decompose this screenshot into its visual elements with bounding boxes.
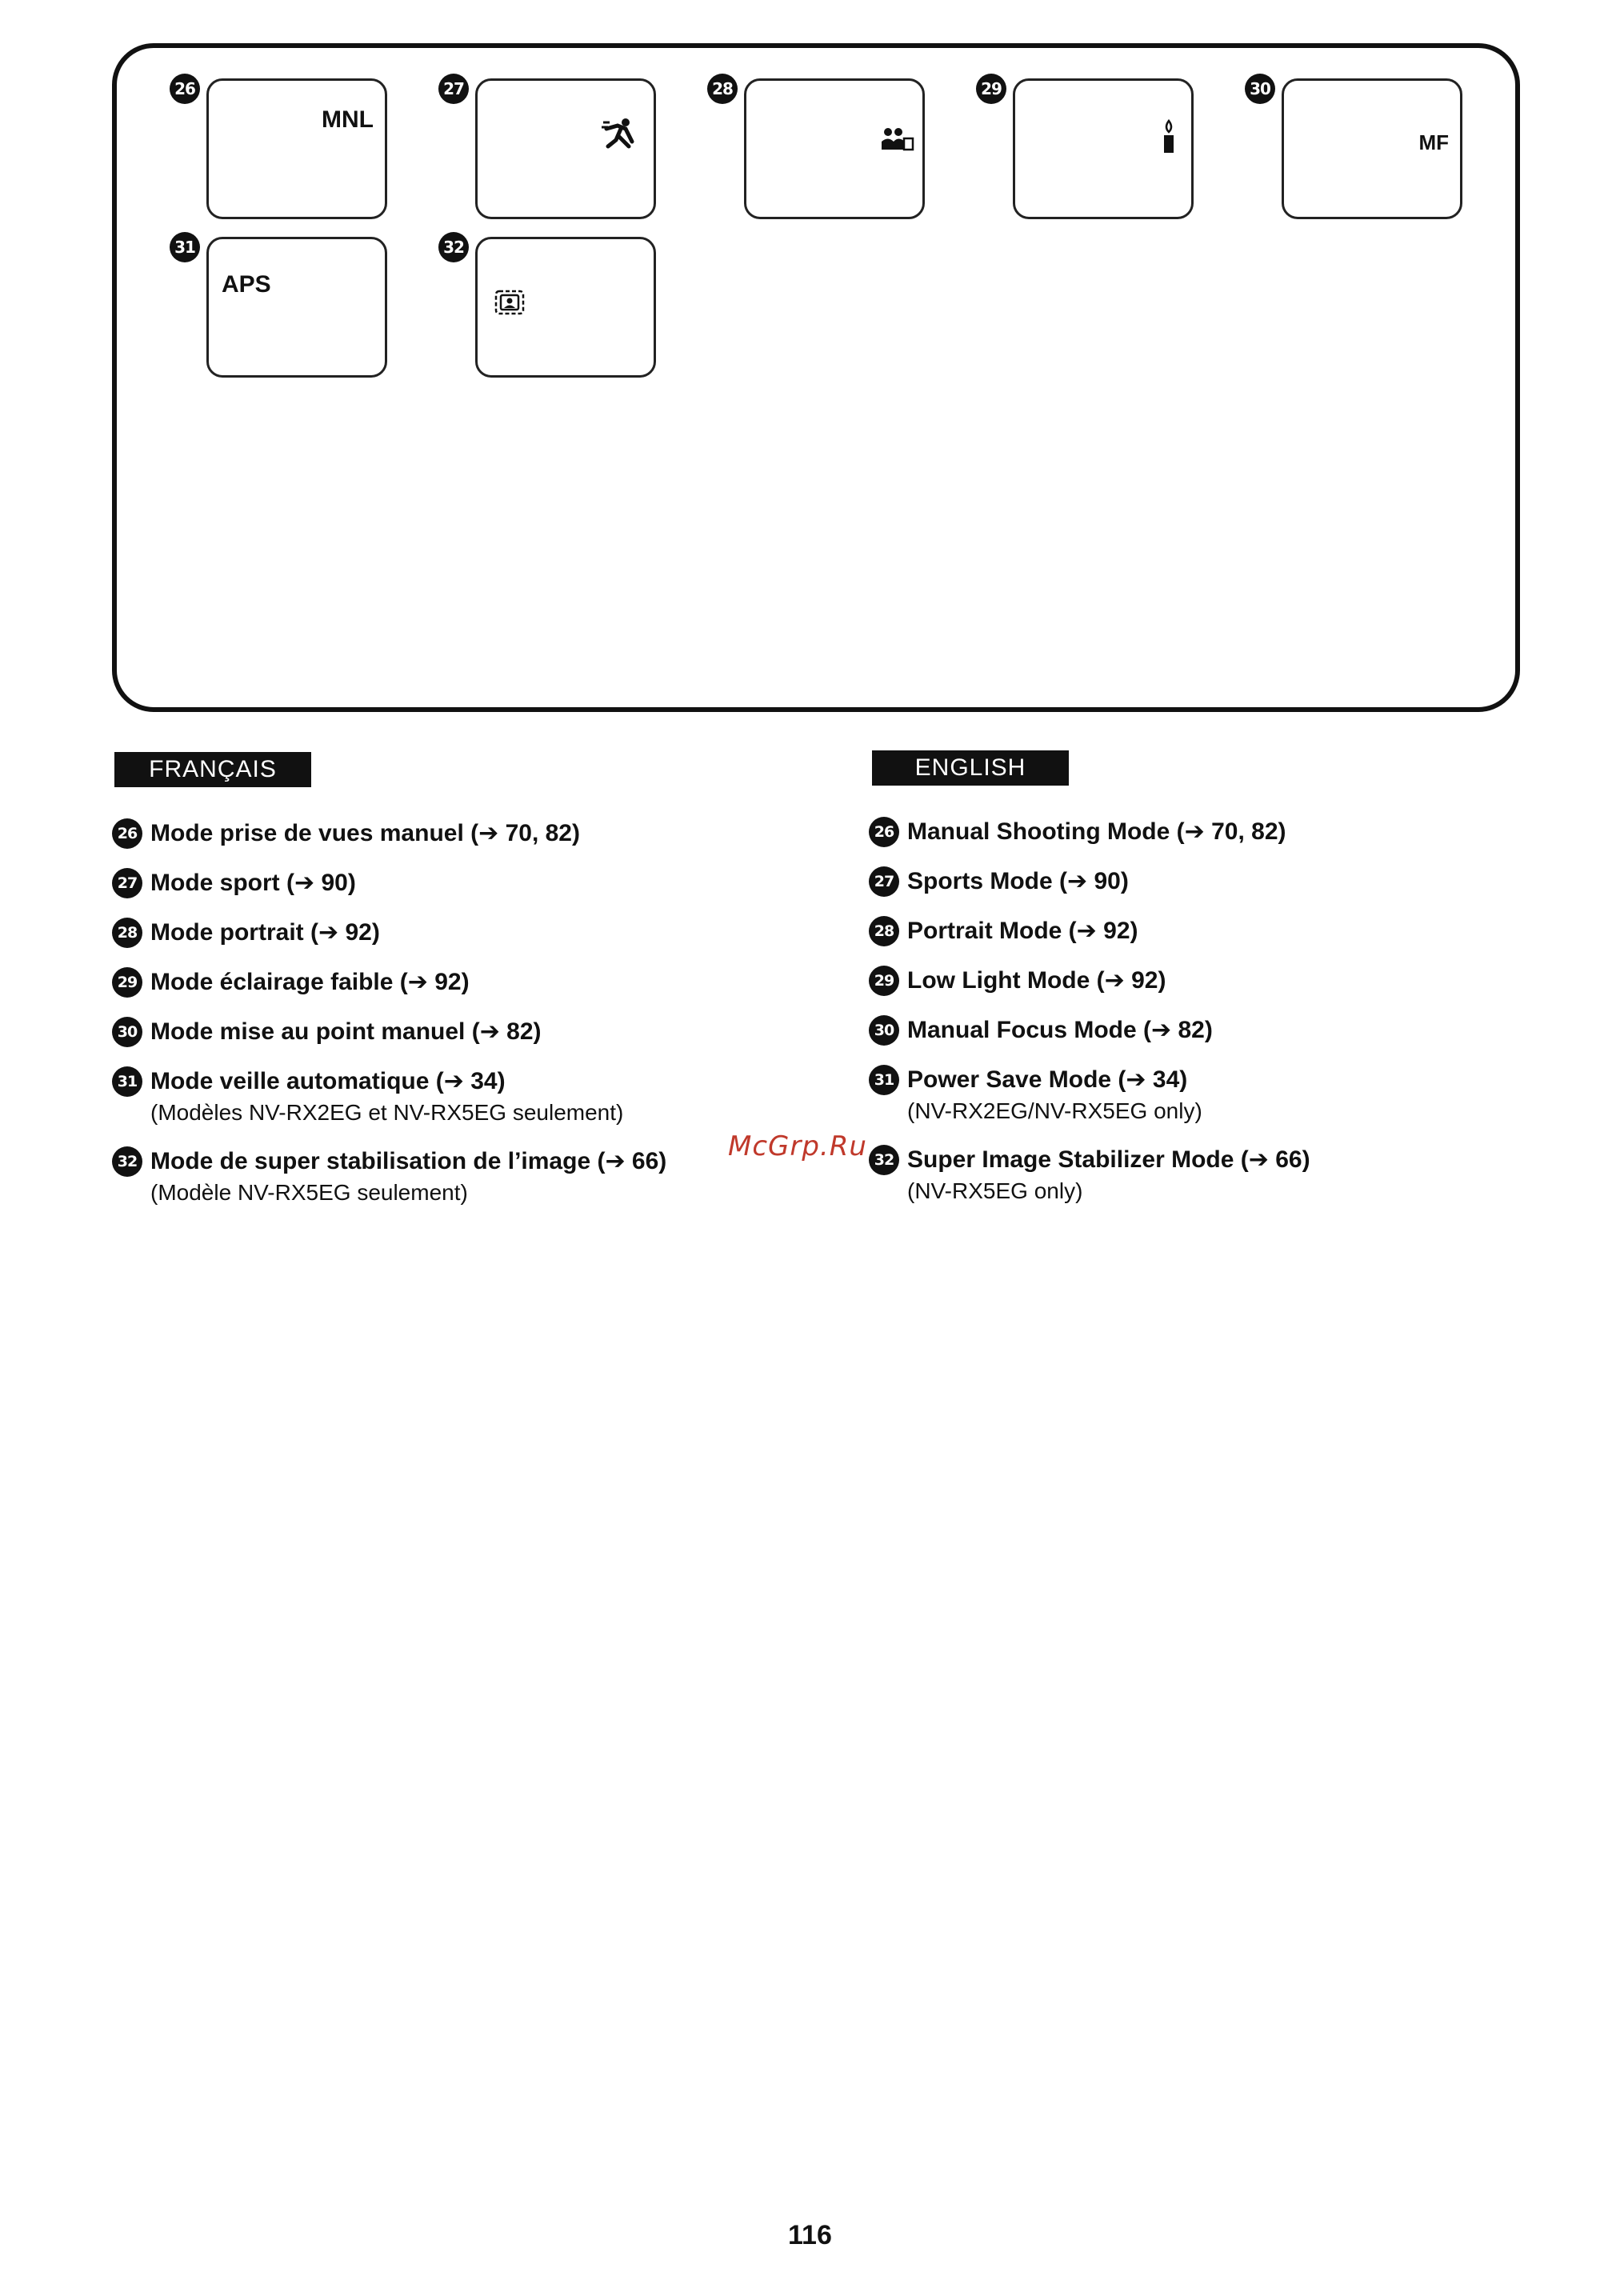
list-item bbox=[869, 866, 1589, 898]
item-note: (NV-RX2EG/NV-RX5EG only) bbox=[907, 1098, 1202, 1123]
list-item bbox=[112, 1146, 832, 1208]
item-title: Sports Mode (➔ 90) bbox=[907, 868, 1129, 894]
item-title: Mode sport (➔ 90) bbox=[150, 870, 356, 896]
image-stabilizer-icon bbox=[494, 289, 526, 316]
item-number: 27 bbox=[112, 868, 142, 898]
list-item bbox=[869, 816, 1589, 848]
list-item bbox=[112, 818, 832, 850]
item-title: Manual Focus Mode (➔ 82) bbox=[907, 1017, 1213, 1043]
screen-low-light-mode bbox=[1013, 78, 1194, 219]
item-title: Mode veille automatique (➔ 34) bbox=[150, 1068, 506, 1094]
list-item bbox=[869, 1064, 1589, 1126]
callout-number-32: 32 bbox=[438, 232, 469, 262]
item-number: 31 bbox=[869, 1065, 899, 1095]
item-number: 30 bbox=[112, 1017, 142, 1047]
item-note: (Modèle NV-RX5EG seulement) bbox=[150, 1180, 468, 1205]
screen-power-save-mode bbox=[206, 237, 387, 378]
list-item bbox=[869, 915, 1589, 947]
item-title: Mode prise de vues manuel (➔ 70, 82) bbox=[150, 820, 580, 846]
screen-portrait-mode bbox=[744, 78, 925, 219]
mf-indicator: MF bbox=[1418, 130, 1449, 154]
item-number: 30 bbox=[869, 1015, 899, 1046]
list-item bbox=[112, 867, 832, 899]
callout-number-29: 29 bbox=[976, 74, 1006, 104]
item-number: 29 bbox=[869, 966, 899, 996]
aps-indicator: APS bbox=[222, 271, 271, 298]
list-item bbox=[112, 966, 832, 998]
item-number: 27 bbox=[869, 866, 899, 897]
item-number: 26 bbox=[869, 817, 899, 847]
item-number: 31 bbox=[112, 1066, 142, 1097]
display-illustration-frame bbox=[112, 43, 1520, 712]
item-title: Super Image Stabilizer Mode (➔ 66) bbox=[907, 1146, 1310, 1173]
item-number: 29 bbox=[112, 967, 142, 998]
item-title: Portrait Mode (➔ 92) bbox=[907, 918, 1138, 944]
screen-manual-focus-mode bbox=[1282, 78, 1462, 219]
screen-sports-mode bbox=[475, 78, 656, 219]
item-title: Mode éclairage faible (➔ 92) bbox=[150, 969, 470, 995]
callout-number-26: 26 bbox=[170, 74, 200, 104]
watermark: McGrp.Ru bbox=[728, 1130, 867, 1162]
item-title: Manual Shooting Mode (➔ 70, 82) bbox=[907, 818, 1286, 845]
item-number: 32 bbox=[112, 1146, 142, 1177]
item-number: 28 bbox=[869, 916, 899, 946]
item-number: 28 bbox=[112, 918, 142, 948]
english-list bbox=[869, 816, 1589, 1224]
callout-number-31: 31 bbox=[170, 232, 200, 262]
item-note: (NV-RX5EG only) bbox=[907, 1178, 1083, 1203]
item-title: Mode mise au point manuel (➔ 82) bbox=[150, 1018, 542, 1045]
item-title: Mode de super stabilisation de l’image (➔ 66) bbox=[150, 1148, 667, 1174]
item-note: (Modèles NV-RX2EG et NV-RX5EG seulement) bbox=[150, 1100, 624, 1125]
item-title: Low Light Mode (➔ 92) bbox=[907, 967, 1166, 994]
portrait-icon bbox=[881, 126, 914, 154]
list-item bbox=[869, 1144, 1589, 1206]
list-item bbox=[869, 965, 1589, 997]
item-number: 26 bbox=[112, 818, 142, 849]
sports-runner-icon bbox=[602, 118, 638, 150]
list-item bbox=[112, 1066, 832, 1128]
page-number: 116 bbox=[788, 2220, 832, 2250]
callout-number-30: 30 bbox=[1245, 74, 1275, 104]
candle-low-light-icon bbox=[1161, 119, 1177, 154]
list-item bbox=[869, 1014, 1589, 1046]
screen-image-stabilizer-mode bbox=[475, 237, 656, 378]
item-title: Power Save Mode (➔ 34) bbox=[907, 1066, 1188, 1093]
item-number: 32 bbox=[869, 1145, 899, 1175]
item-title: Mode portrait (➔ 92) bbox=[150, 919, 380, 946]
francais-heading: FRANÇAIS bbox=[114, 752, 311, 787]
list-item bbox=[112, 917, 832, 949]
francais-list bbox=[112, 818, 832, 1226]
callout-number-28: 28 bbox=[707, 74, 738, 104]
english-heading: ENGLISH bbox=[872, 750, 1069, 786]
list-item bbox=[112, 1016, 832, 1048]
callout-number-27: 27 bbox=[438, 74, 469, 104]
screen-manual-mode bbox=[206, 78, 387, 219]
mnl-indicator: MNL bbox=[322, 106, 374, 133]
